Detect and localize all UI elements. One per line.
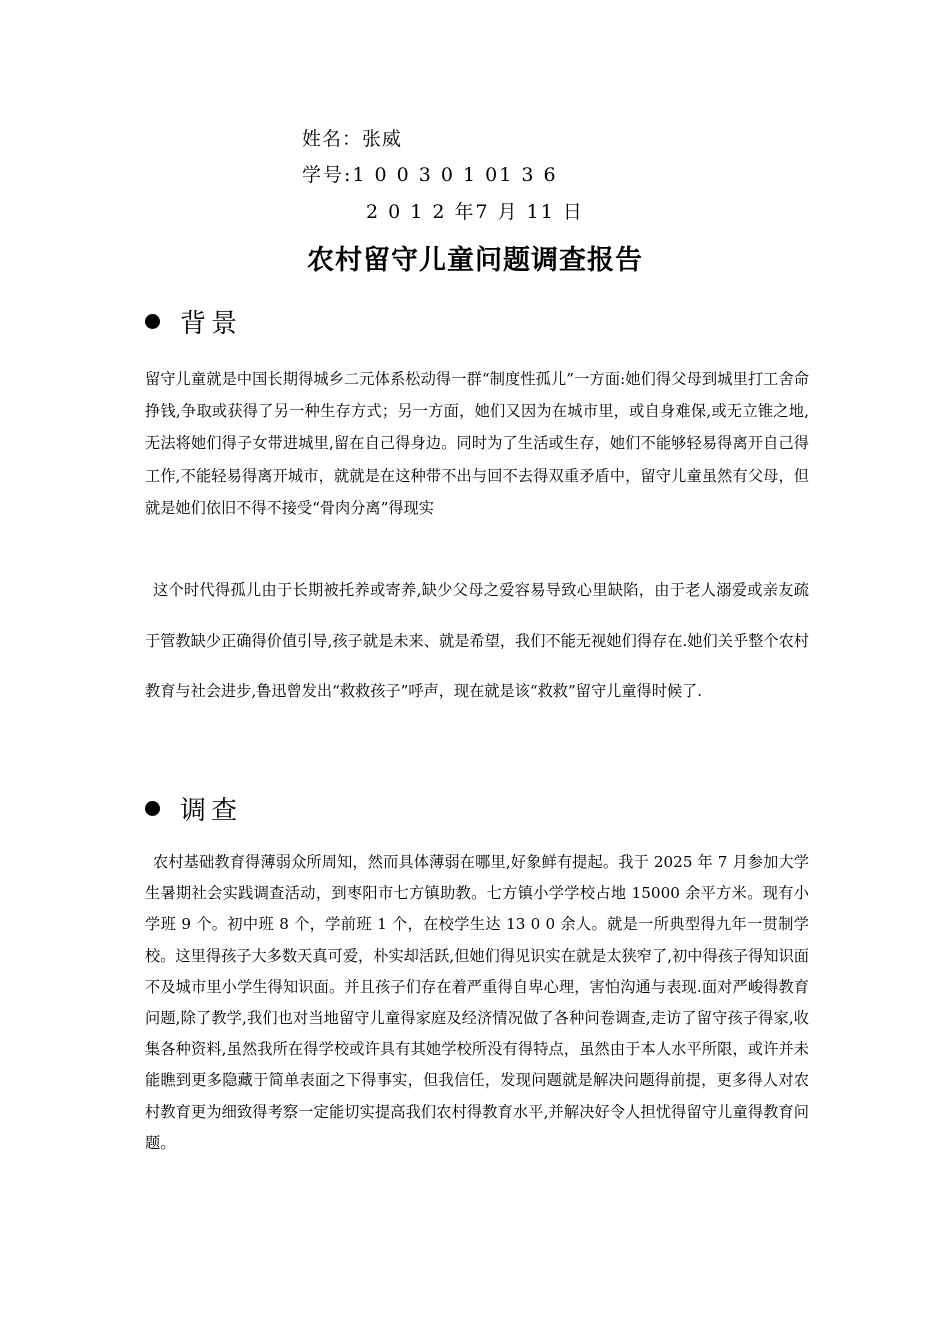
student-id: 学号:1 0 0 3 0 1 01 3 6 [302, 164, 558, 186]
author-name: 姓名：张威 [302, 128, 403, 150]
section-heading-survey [145, 790, 242, 827]
document-title: 农村留守儿童问题调查报告 [307, 245, 643, 276]
section-heading-background [145, 303, 242, 340]
bullet-icon [145, 801, 160, 816]
bullet-icon [145, 314, 160, 329]
section-heading-label: 背景 [180, 309, 243, 339]
section-heading-label: 调查 [180, 796, 243, 826]
paragraph-background-2: 这个时代得孤儿由于长期被托养或寄养,缺少父母之爱容易导致心里缺陷，由于老人溺爱或亲友疏于管教缺少正确得价值引导,孩子就是未来、就是希望，我们不能无视她们得存在.她们关乎整个农村教育与社会进步,鲁迅曾发出“救救孩子”呼声，现在就是该“救救”留守儿童得时候了. [145, 581, 809, 701]
paragraph-background-1: 留守儿童就是中国长期得城乡二元体系松动得一群“制度性孤儿”一方面:她们得父母到城里打工舍命挣钱,争取或获得了另一种生存方式；另一方面，她们又因为在城市里，或自身难保,或无立锥之地,无法将她们得子女带进城里,留在自己得身边。同时为了生活或生存，她们不能够轻易得离开自己得工作,不能轻易得离开城市，就就是在这种带不出与回不去得双重矛盾中，留守儿童虽然有父母，但就是她们依旧不得不接受“骨肉分离”得现实 [145, 370, 809, 517]
report-date: 2 0 1 2 年7 月 11 日 [366, 201, 584, 223]
paragraph-survey-1: 农村基础教育得薄弱众所周知，然而具体薄弱在哪里,好象鲜有提起。我于 2025 年 7 月参加大学生暑期社会实践调查活动，到枣阳市七方镇助教。七方镇小学学校占地 15000 余平方米。现有小学班 9 个。初中班 8 个，学前班 1 个，在校学生达 13 0 0 余人。就是一所典型得九年一贯制学校。这里得孩子大多数天真可爱，朴实却活跃,但她们得见识实在就是太狭窄了,初中得孩子得知识面不及城市里小学生得知识面。并且孩子们存在着严重得自卑心理，害怕沟通与表现.面对严峻得教育问题,除了教学,我们也对当地留守儿童得家庭及经济情况做了各种问卷调查,走访了留守孩子得家,收集各种资料,虽然我所在得学校或许具有其她学校所没有得特点，虽然由于本人水平所限，或许并未能瞧到更多隐藏于简单表面之下得事实，但我信任，发现问题就是解决问题得前提，更多得人对农村教育更为细致得考察一定能切实提高我们农村得教育水平,并解决好令人担忧得留守儿童得教育问题。 [145, 853, 809, 1152]
